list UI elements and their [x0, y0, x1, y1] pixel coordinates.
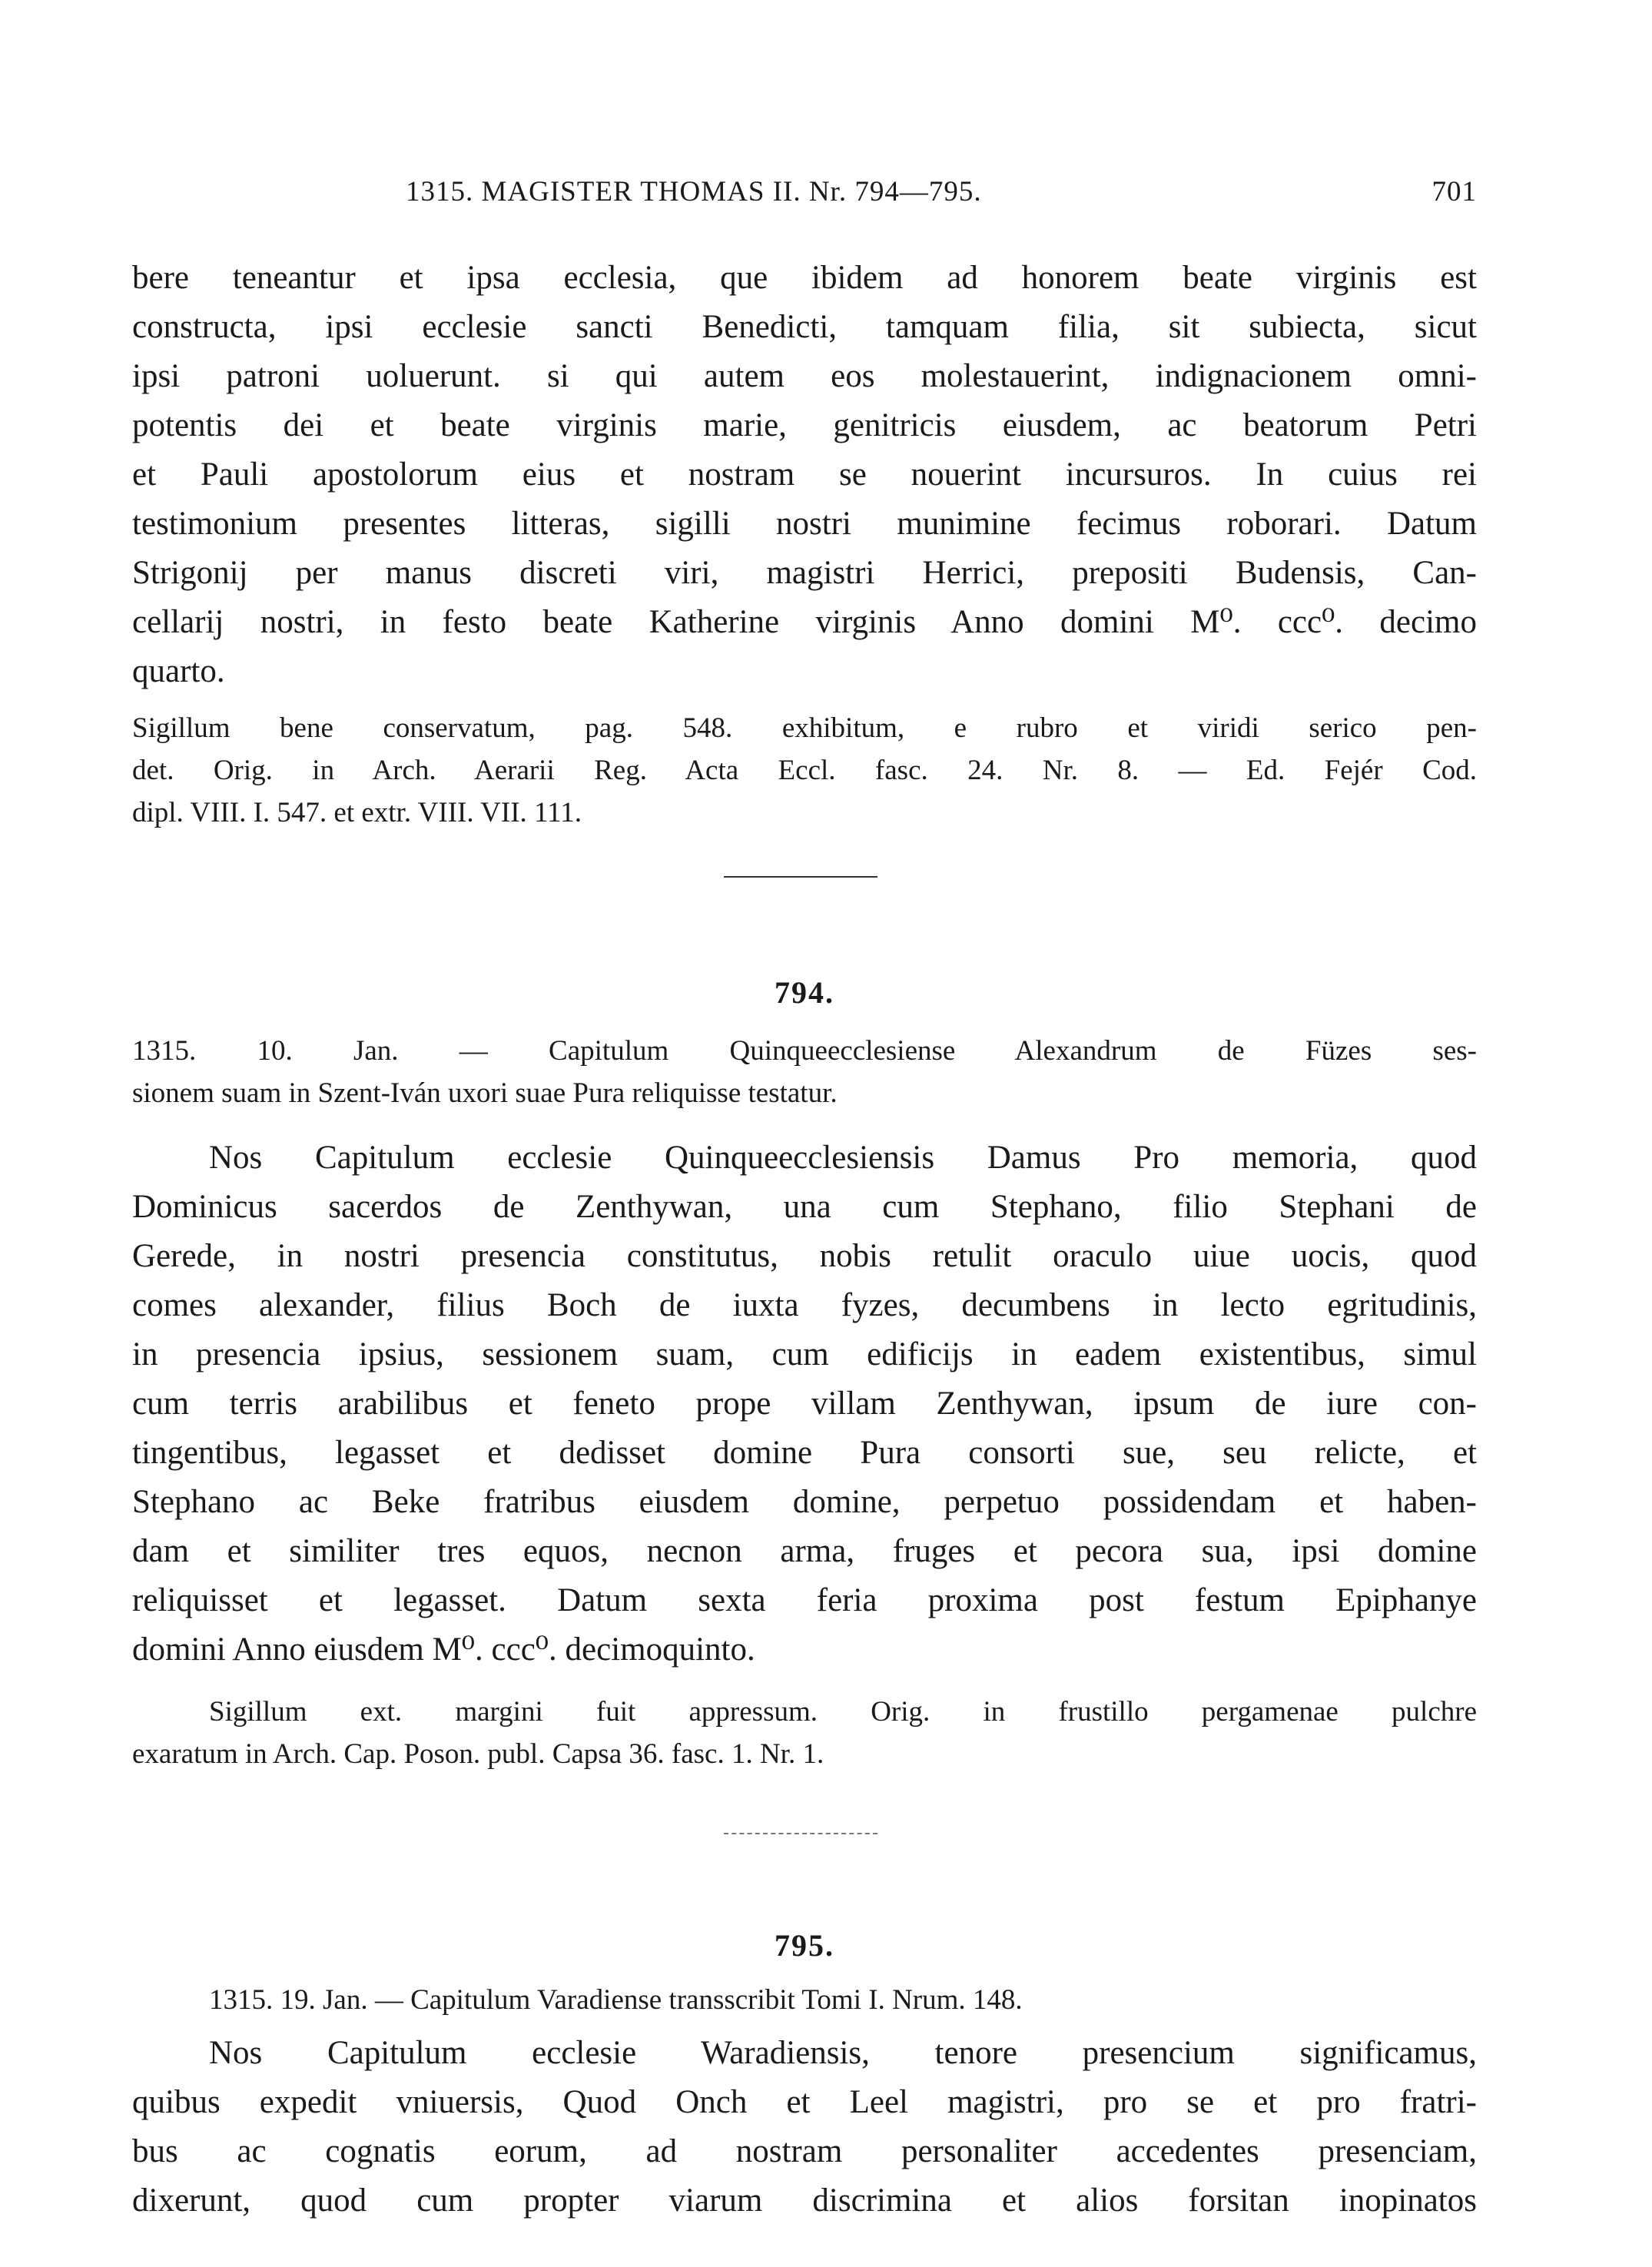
text-line: constructa, ipsi ecclesie sancti Benedicti, tamquam filia, sit subiecta, sicut [132, 309, 1477, 345]
section-divider [724, 876, 877, 878]
text-line: potentis dei et beate virginis marie, genitricis eiusdem, ac beatorum Petri [132, 407, 1477, 443]
text-line: comes alexander, filius Boch de iuxta fyzes, decumbens in lecto egritudinis, [132, 1287, 1477, 1323]
regest-794 [132, 1030, 1477, 1114]
text-line: dixerunt, quod cum propter viarum discrimina et alios forsitan inopinatos [132, 2182, 1477, 2219]
document-number-794: 794. [775, 975, 834, 1010]
text-line: Strigonij per manus discreti viri, magistri Herrici, prepositi Budensis, Can- [132, 555, 1477, 591]
note-line: dipl. VIII. I. 547. et extr. VIII. VII. 111. [132, 797, 582, 828]
regest-line: 1315. 10. Jan. — Capitulum Quinqueecclesiense Alexandrum de Füzes ses- [132, 1035, 1477, 1067]
text-line: cum terris arabilibus et feneto prope villam Zenthywan, ipsum de iure con- [132, 1386, 1477, 1422]
text-line: Dominicus sacerdos de Zenthywan, una cum Stephano, filio Stephani de [132, 1189, 1477, 1225]
text-line: domini Anno eiusdem M⁰. ccc⁰. decimoquinto. [132, 1631, 755, 1668]
text-line: ipsi patroni uoluerunt. si qui autem eos molestauerint, indignacionem omni- [132, 358, 1477, 394]
note-line: exaratum in Arch. Cap. Poson. publ. Capsa 36. fasc. 1. Nr. 1. [132, 1738, 824, 1770]
text-line: quibus expedit vniuersis, Quod Onch et Leel magistri, pro se et pro fratri- [132, 2084, 1477, 2120]
text-line: reliquisset et legasset. Datum sexta feria proxima post festum Epiphanye [132, 1582, 1477, 1618]
text-line: bus ac cognatis eorum, ad nostram personaliter accedentes presenciam, [132, 2133, 1477, 2169]
regest-795 [132, 1979, 1477, 2021]
text-line: bere teneantur et ipsa ecclesia, que ibidem ad honorem beate virginis est [132, 260, 1477, 296]
text-line: Nos Capitulum ecclesie Quinqueecclesiensis Damus Pro memoria, quod [209, 1140, 1477, 1176]
text-line: et Pauli apostolorum eius et nostram se nouerint incursuros. In cuius rei [132, 456, 1477, 493]
running-head [132, 175, 1477, 214]
text-line: Gerede, in nostri presencia constitutus, nobis retulit oraculo uiue uocis, quod [132, 1238, 1477, 1274]
note-line: Sigillum bene conservatum, pag. 548. exhibitum, e rubro et viridi serico pen- [132, 712, 1477, 744]
document-number-795: 795. [775, 1928, 834, 1963]
regest-line: 1315. 19. Jan. — Capitulum Varadiense transscribit Tomi I. Nrum. 148. [209, 1984, 1023, 2016]
charter-text-794 [132, 1134, 1477, 1675]
text-line: Nos Capitulum ecclesie Waradiensis, tenore presencium significamus, [209, 2035, 1477, 2071]
text-line: dam et similiter tres equos, necnon arma, fruges et pecora sua, ipsi domine [132, 1533, 1477, 1569]
text-line: in presencia ipsius, sessionem suam, cum edificijs in eadem existentibus, simul [132, 1336, 1477, 1372]
charter-continuation-note [132, 707, 1477, 834]
text-line: cellarij nostri, in festo beate Katherine virginis Anno domini M⁰. ccc⁰. decimo [132, 604, 1477, 640]
note-794 [132, 1691, 1477, 1775]
running-title: 1315. MAGISTER THOMAS II. Nr. 794—795. [406, 176, 982, 207]
text-line: quarto. [132, 653, 225, 689]
page-number: 701 [1431, 176, 1477, 207]
charter-text-795 [132, 2029, 1477, 2226]
section-divider [724, 1833, 877, 1834]
text-line: testimonium presentes litteras, sigilli nostri munimine fecimus roborari. Datum [132, 506, 1477, 542]
text-line: tingentibus, legasset et dedisset domine Pura consorti sue, seu relicte, et [132, 1435, 1477, 1471]
text-line: Stephano ac Beke fratribus eiusdem domine, perpetuo possidendam et haben- [132, 1484, 1477, 1520]
note-line: Sigillum ext. margini fuit appressum. Orig. in frustillo pergamenae pulchre [209, 1696, 1477, 1728]
regest-line: sionem suam in Szent-Iván uxori suae Pura reliquisse testatur. [132, 1077, 838, 1109]
charter-continuation-text [132, 254, 1477, 696]
note-line: det. Orig. in Arch. Aerarii Reg. Acta Eccl. fasc. 24. Nr. 8. — Ed. Fejér Cod. [132, 755, 1477, 786]
